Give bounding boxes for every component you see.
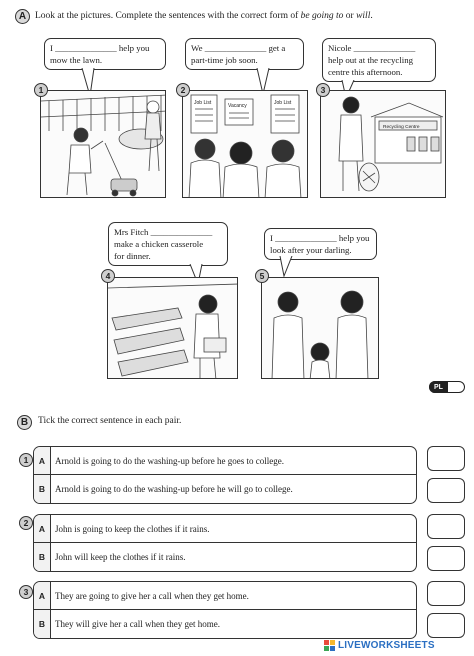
tick-box-3a[interactable] bbox=[427, 581, 465, 606]
option-label: A bbox=[34, 515, 51, 542]
option-label: B bbox=[34, 543, 51, 571]
option-row-b bbox=[34, 543, 416, 571]
section-b-badge: B bbox=[17, 415, 32, 430]
bubble-line: mow the lawn. bbox=[50, 55, 103, 65]
bubble-line: part-time job soon. bbox=[191, 55, 258, 65]
instruction-text: Look at the pictures. Complete the sentences with the correct form of bbox=[35, 11, 301, 21]
tick-box-2a[interactable] bbox=[427, 514, 465, 539]
instruction-italic: be going to bbox=[300, 11, 344, 21]
job-board-illustration bbox=[183, 91, 308, 198]
bubble-line: I ______________ help you bbox=[270, 233, 370, 243]
sentence-pair-3 bbox=[33, 581, 417, 639]
picture-number-1: 1 bbox=[34, 83, 48, 97]
picture-2-job-board bbox=[182, 90, 308, 198]
option-label: A bbox=[34, 447, 51, 474]
bubble-line: centre this afternoon. bbox=[328, 67, 403, 77]
speech-bubble-3 bbox=[322, 38, 436, 82]
tick-box-1b[interactable] bbox=[427, 478, 465, 503]
family-illustration bbox=[262, 278, 379, 379]
section-a-instruction bbox=[35, 11, 373, 21]
instruction-text: or bbox=[343, 11, 357, 21]
bubble-line: help out at the recycling bbox=[328, 55, 414, 65]
bubble-line: look after your darling. bbox=[270, 245, 352, 255]
bubble-line: I ______________ help you bbox=[50, 43, 150, 53]
speech-bubble-4 bbox=[108, 222, 228, 266]
lawn-illustration bbox=[41, 91, 166, 198]
picture-3-recycling bbox=[320, 90, 446, 198]
sign-vacancy: Vacancy bbox=[228, 103, 247, 109]
speech-tail bbox=[278, 256, 298, 278]
speech-bubble-1 bbox=[44, 38, 166, 70]
sentence-a: Arnold is going to do the washing-up before he goes to college. bbox=[55, 455, 284, 466]
sentence-b: They will give her a call when they get home. bbox=[55, 619, 220, 629]
sentence-a: They are going to give her a call when they get home. bbox=[55, 590, 249, 601]
pl-badge bbox=[429, 381, 465, 393]
sign-job-list: Job List bbox=[194, 100, 212, 106]
option-label: A bbox=[34, 582, 51, 609]
sign-job-list: Job List bbox=[274, 100, 292, 106]
bubble-line: Nicole ______________ bbox=[328, 43, 416, 53]
option-row-b bbox=[34, 610, 416, 638]
bubble-line: Mrs Fitch ______________ bbox=[114, 227, 213, 237]
tick-box-1a[interactable] bbox=[427, 446, 465, 471]
picture-1-lawn bbox=[40, 90, 166, 198]
sign-recycling-centre: Recycling Centre bbox=[383, 125, 420, 130]
sentence-pair-1 bbox=[33, 446, 417, 504]
bubble-line: for dinner. bbox=[114, 251, 151, 261]
picture-number-2: 2 bbox=[176, 83, 190, 97]
pair-number-1: 1 bbox=[19, 453, 33, 467]
recycling-illustration bbox=[321, 91, 446, 198]
brand-name: LIVEWORKSHEETS bbox=[338, 640, 435, 651]
picture-5-family bbox=[261, 277, 379, 379]
sentence-pair-2 bbox=[33, 514, 417, 572]
option-label: B bbox=[34, 475, 51, 503]
instruction-italic: will bbox=[356, 11, 371, 21]
option-row-a bbox=[34, 515, 416, 543]
sentence-b: John will keep the clothes if it rains. bbox=[55, 552, 186, 562]
instruction-text: . bbox=[370, 11, 373, 21]
pl-badge-label: PL bbox=[429, 381, 448, 393]
picture-number-3: 3 bbox=[316, 83, 330, 97]
section-a-badge: A bbox=[15, 9, 30, 24]
sentence-a: John is going to keep the clothes if it rains. bbox=[55, 523, 210, 534]
supermarket-illustration bbox=[108, 278, 238, 379]
picture-4-supermarket bbox=[107, 277, 238, 379]
option-row-a bbox=[34, 447, 416, 475]
picture-number-4: 4 bbox=[101, 269, 115, 283]
section-b-instruction: Tick the correct sentence in each pair. bbox=[38, 416, 182, 426]
bubble-line: We ______________ get a bbox=[191, 43, 286, 53]
option-label: B bbox=[34, 610, 51, 638]
bubble-line: make a chicken casserole bbox=[114, 239, 204, 249]
picture-number-5: 5 bbox=[255, 269, 269, 283]
liveworksheets-footer bbox=[324, 640, 435, 651]
sentence-b: Arnold is going to do the washing-up before he will go to college. bbox=[55, 484, 293, 494]
liveworksheets-logo-icon bbox=[324, 640, 335, 651]
option-row-b bbox=[34, 475, 416, 503]
pair-number-3: 3 bbox=[19, 585, 33, 599]
tick-box-2b[interactable] bbox=[427, 546, 465, 571]
tick-box-3b[interactable] bbox=[427, 613, 465, 638]
pair-number-2: 2 bbox=[19, 516, 33, 530]
option-row-a bbox=[34, 582, 416, 610]
speech-bubble-2 bbox=[185, 38, 304, 70]
